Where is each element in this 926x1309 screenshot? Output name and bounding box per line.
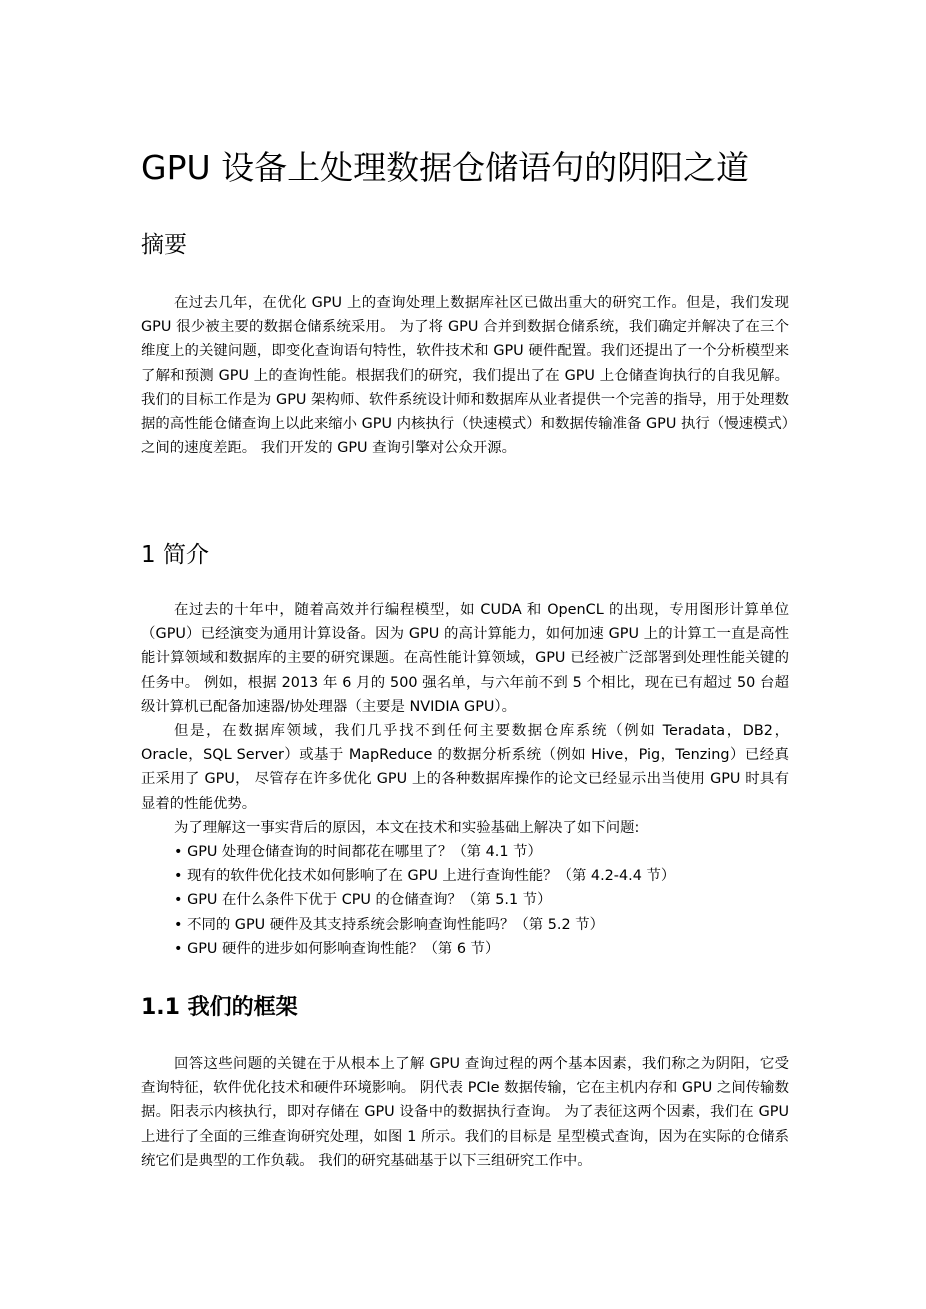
section-1-1-heading: 1.1 我们的框架 [141, 995, 298, 1020]
question-list [174, 840, 789, 961]
list-item: • GPU 在什么条件下优于 CPU 的仓储查询？（第 5.1 节） [174, 892, 552, 909]
section-1-para-3: 为了理解这一事实背后的原因，本文在技术和实验基础上解决了如下问题: [174, 820, 640, 836]
section-1-para-2: 但是，在数据库领域，我们几乎找不到任何主要数据仓库系统（例如 Teradata，DB2，Oracle，SQL Server）或基于 MapReduce 的数据分析系统（例如 Hive，Pig，Tenzing）已经真正采用了 GPU， 尽管存在许多优化 GPU 上的各种数据库操作的论文已经显示出当使用 GPU 时具有显着的性能优势。 [141, 723, 789, 812]
paper-title: GPU 设备上处理数据仓储语句的阴阳之道 [141, 148, 750, 187]
list-item: • GPU 处理仓储查询的时间都花在哪里了？（第 4.1 节） [174, 844, 542, 860]
section-1-para-1: 在过去的十年中，随着高效并行编程模型，如 CUDA 和 OpenCL 的出现，专用图形计算单位（GPU）已经演变为通用计算设备。因为 GPU 的高计算能力，如何加速 GPU 上的计算工一直是高性能计算领域和数据库的主要的研究课题。在高性能计算领域，GPU 已经被广泛部署到处理性能关键的任务中。 例如，根据 2013 年 6 月的 500 强名单，与六年前不到 5 个相比，现在已有超过 50 台超级计算机已配备加速器/协处理器（主要是 NVIDIA GPU）。 [141, 602, 789, 715]
list-item: • 不同的 GPU 硬件及其支持系统会影响查询性能吗？（第 5.2 节） [174, 916, 604, 933]
abstract-text: 在过去几年，在优化 GPU 上的查询处理上数据库社区已做出重大的研究工作。但是，我们发现 GPU 很少被主要的数据仓储系统采用。 为了将 GPU 合并到数据仓储系统，我们确定并解决了在三个维度上的关键问题，即变化查询语句特性，软件技术和 GPU 硬件配置。我们还提出了一个分析模型来了解和预测 GPU 上的查询性能。根据我们的研究，我们提出了在 GPU 上仓储查询执行的自我见解。 我们的目标工作是为 GPU 架构师、软件系统设计师和数据库从业者提供一个完善的指导，用于处理数据的高性能仓储查询上以此来缩小 GPU 内核执行（快速模式）和数据传输准备 GPU 执行（慢速模式）之间的速度差距。 我们开发的 GPU 查询引擎对公众开源。 [141, 295, 789, 457]
list-item: • 现有的软件优化技术如何影响了在 GPU 上进行查询性能？（第 4.2-4.4 节） [174, 868, 676, 885]
section-1-1-para-1: 回答这些问题的关键在于从根本上了解 GPU 查询过程的两个基本因素，我们称之为阴阳，它受查询特征，软件优化技术和硬件环境影响。 阴代表 PCIe 数据传输，它在主机内存和 GPU 之间传输数据。阳表示内核执行，即对存储在 GPU 设备中的数据执行查询。 为了表征这两个因素，我们在 GPU 上进行了全面的三维查询研究处理，如图 1 所示。我们的目标是 星型模式查询，因为在实际的仓储系统它们是典型的工作负载。 我们的研究基础基于以下三组研究工作中。 [141, 1056, 789, 1169]
abstract-heading: 摘要 [141, 232, 187, 258]
list-item: • GPU 硬件的进步如何影响查询性能？（第 6 节） [174, 940, 500, 957]
section-1-heading: 1 简介 [141, 542, 209, 568]
